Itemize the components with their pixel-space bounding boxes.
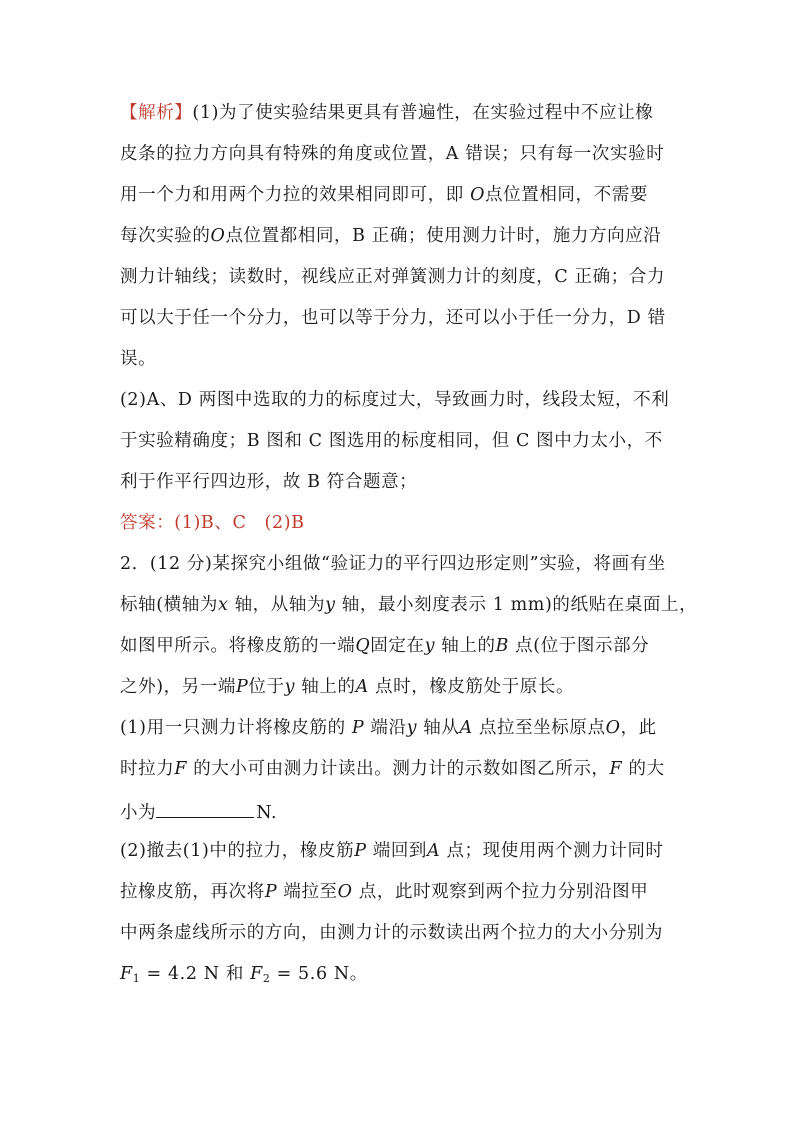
document-page <box>120 100 698 1002</box>
part2-line-1: (2)A、D 两图中选取的力的标度过大，导致画力时，线段太短，不利 <box>120 390 670 410</box>
part2-line-3: 利于作平行四边形，故 B 符合题意； <box>120 472 418 492</box>
q2-sub2-line-4: $F_1 = 4.2$ N 和 $F_2 = 5.6$ N。 <box>120 964 368 985</box>
q2-sub1-line-2: 时拉力F 的大小可由测力计读出。测力计的示数如图乙所示，F 的大 <box>120 759 665 779</box>
analysis-line-1: 【解析】(1)为了使实验结果更具有普遍性，在实验过程中不应让橡 <box>120 103 654 123</box>
answer-blank[interactable] <box>156 797 254 818</box>
q2-sub2-line-2: 拉橡皮筋，再次将P 端拉至O 点，此时观察到两个拉力分别沿图甲 <box>120 882 649 902</box>
q2-sub2-line-1: (2)撤去(1)中的拉力，橡皮筋P 端回到A 点；现使用两个测力计同时 <box>120 841 664 861</box>
analysis-line-7: 误。 <box>120 349 157 369</box>
q2-line-1: 2．(12 分)某探究小组做“验证力的平行四边形定则”实验，将画有坐 <box>120 554 666 574</box>
q2-sub1-line-3: 小为 N. <box>120 797 680 824</box>
analysis-tag: 【解析】 <box>120 103 193 123</box>
q2-sub2-line-3: 中两条虚线所示的方向，由测力计的示数读出两个拉力的大小分别为 <box>120 923 663 943</box>
q2-line-4: 之外)，另一端P位于y 轴上的A 点时，橡皮筋处于原长。 <box>120 677 575 697</box>
q2-line-3: 如图甲所示。将橡皮筋的一端Q固定在y 轴上的B 点(位于图示部分 <box>120 636 650 656</box>
analysis-line-4: 每次实验的O点位置都相同，B 正确；使用测力计时，施力方向应沿 <box>120 226 662 246</box>
analysis-line-6: 可以大于任一个分力，也可以等于分力，还可以小于任一分力，D 错 <box>120 308 666 328</box>
analysis-line-5: 测力计轴线；读数时，视线应正对弹簧测力计的刻度，C 正确；合力 <box>120 267 666 287</box>
analysis-line-3: 用一个力和用两个力拉的效果相同即可，即 O点位置相同，不需要 <box>120 185 648 205</box>
analysis-line-2: 皮条的拉力方向具有特殊的角度或位置，A 错误；只有每一次实验时 <box>120 144 665 164</box>
answer-line: 答案：(1)B、C (2)B <box>120 513 305 533</box>
q2-line-2: 标轴(横轴为x 轴，从轴为y 轴，最小刻度表示 1 mm)的纸贴在桌面上， <box>120 595 698 615</box>
q2-sub1-line-1: (1)用一只测力计将橡皮筋的 P 端沿y 轴从A 点拉至坐标原点O，此 <box>120 718 657 738</box>
part2-line-2: 于实验精确度；B 图和 C 图选用的标度相同，但 C 图中力太小，不 <box>120 431 663 451</box>
